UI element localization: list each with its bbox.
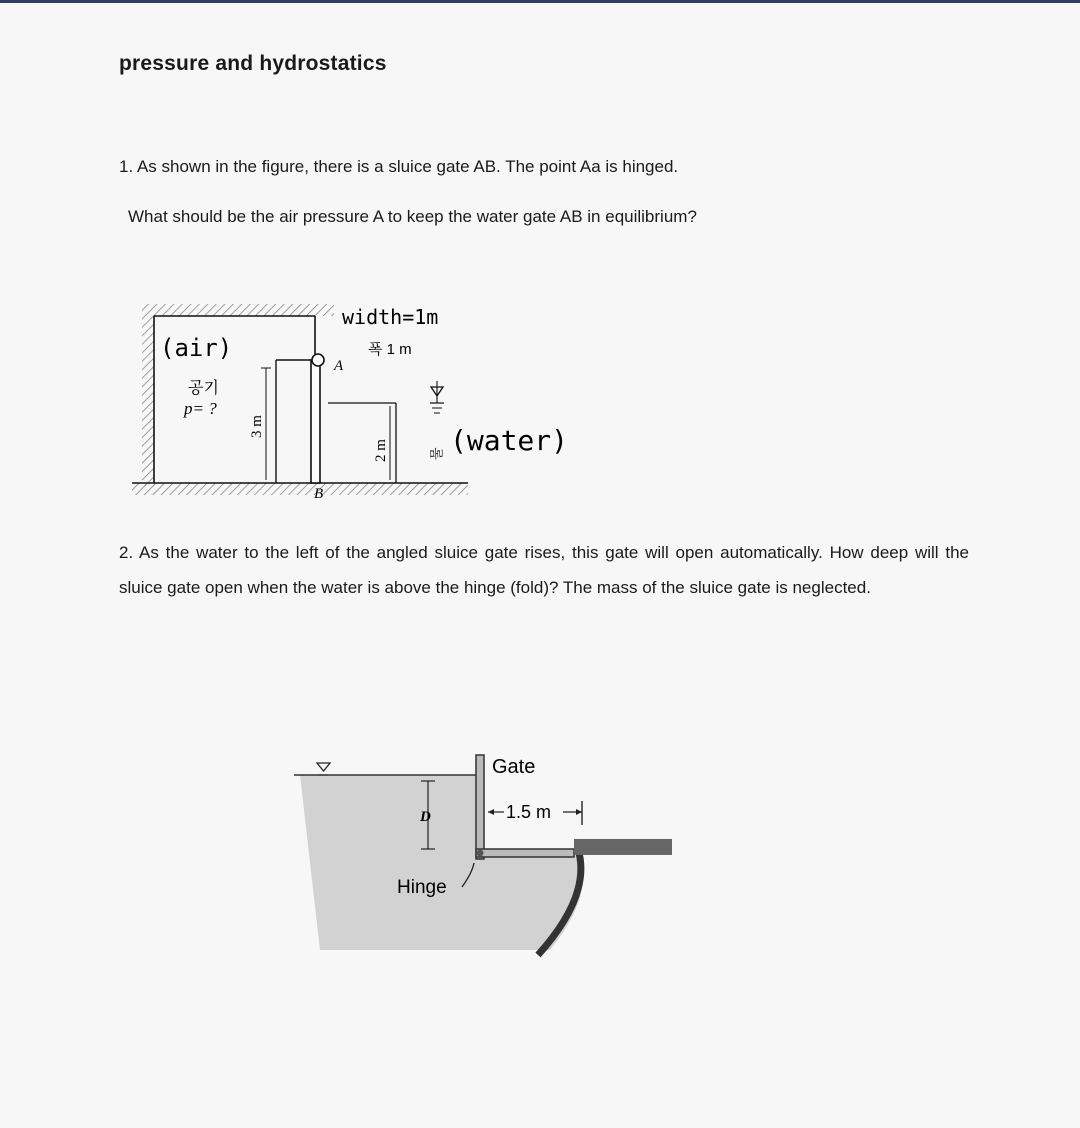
gate-vertical-leaf xyxy=(476,755,484,859)
point-b-label: B xyxy=(314,486,324,502)
left-wall-hatch xyxy=(142,316,154,486)
question-1-line-2: What should be the air pressure A to keep the water gate AB in equilibrium? xyxy=(128,207,697,226)
hinge-label: Hinge xyxy=(397,877,447,898)
water-label: (water) xyxy=(450,424,569,457)
korean-air-label: 공기 xyxy=(188,380,219,397)
gate-hinge xyxy=(477,850,484,857)
figure-2-angled-gate xyxy=(290,745,680,965)
hinge-a xyxy=(312,354,324,366)
ground-ledge xyxy=(574,839,672,855)
pressure-label: p= ? xyxy=(184,399,217,418)
dimension-2m: 2 m xyxy=(373,439,389,462)
korean-water-label: 물 xyxy=(429,447,444,460)
gate-ab xyxy=(311,360,320,483)
figure-1-sluice-gate xyxy=(128,290,569,505)
dimension-3m: 3 m xyxy=(249,415,265,438)
gate-horizontal-leaf xyxy=(476,849,574,857)
question-1-line-1: 1. As shown in the figure, there is a sluice gate AB. The point Aa is hinged. xyxy=(119,157,679,176)
ground-hatch xyxy=(132,483,468,495)
water-level-symbol-2 xyxy=(317,763,330,771)
gate-label: Gate xyxy=(492,756,536,778)
top-wall-hatch xyxy=(142,304,334,316)
page-title: pressure and hydrostatics xyxy=(119,52,387,75)
point-a-label: A xyxy=(334,358,344,374)
depth-label: D xyxy=(420,809,431,825)
air-label: (air) xyxy=(160,334,233,362)
question-2-text: 2. As the water to the left of the angled sluice gate rises, this gate will open automatically. How deep will the sluice gate open when the water is above the hinge (fold)? The mass of the sluice gate is neglected. xyxy=(119,543,969,597)
width-dimension-label: 1.5 m xyxy=(506,802,552,822)
width-note: width=1m xyxy=(342,305,439,329)
width-korean-label: 폭 1 m xyxy=(368,341,412,358)
